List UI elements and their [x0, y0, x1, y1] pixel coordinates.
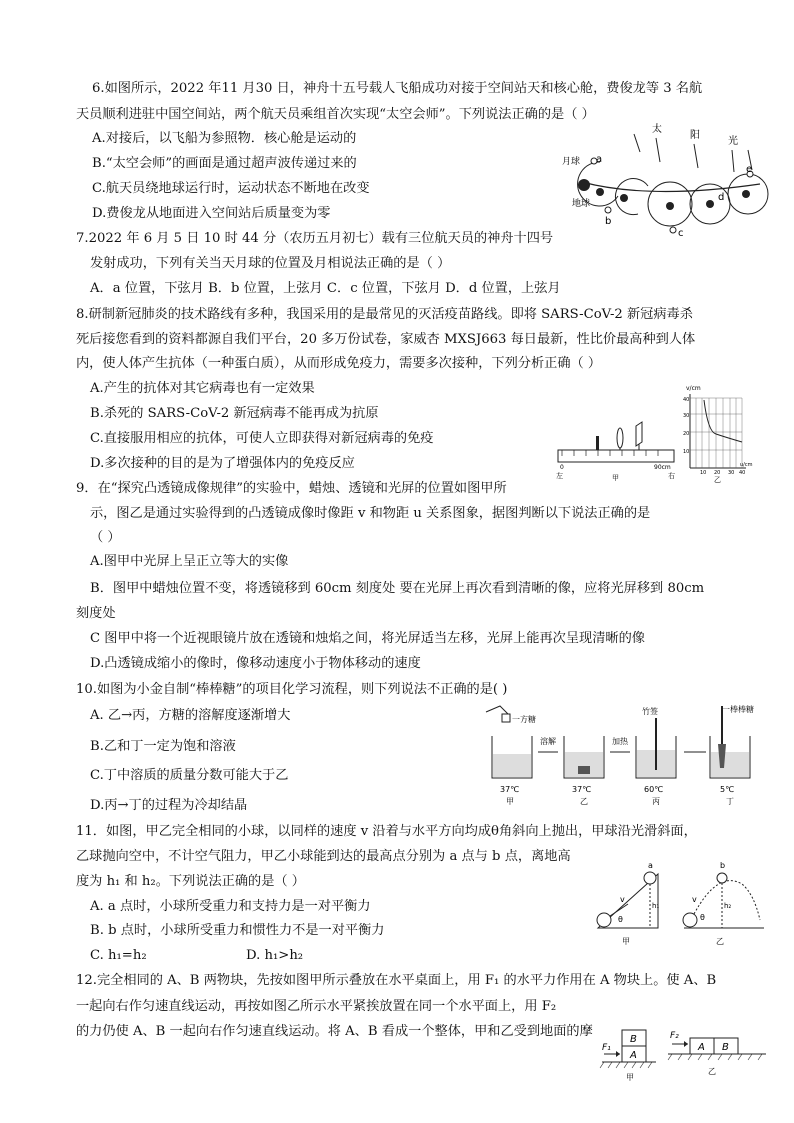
optical-bench-figure [556, 412, 680, 484]
q11-stem-line1: 11．如图，甲乙完全相同的小球，以同样的速度 v 沿着与水平方向均成θ角斜向上抛出，甲球沿光滑斜面， [76, 824, 697, 839]
q8-option-b: B.杀死的 SARS-CoV-2 新冠病毒不能再成为抗原 [90, 406, 379, 421]
f2-label: F₂ [670, 1031, 679, 1041]
screen-icon [636, 422, 642, 446]
q10-stem: 10.如图为小金自制“棒棒糖”的项目化学习流程，则下列说法不正确的是( ) [76, 682, 508, 697]
figure-jia-label2: 甲 [622, 937, 630, 946]
figure-jia-stacked [600, 1030, 656, 1082]
q8-option-a: A.产生的抗体对其它病毒也有一定效果 [90, 381, 315, 396]
ball-incline-figure [592, 860, 772, 950]
name-jia: 甲 [506, 797, 514, 806]
point-a-label: a [648, 861, 653, 870]
q11-option-b: B. b 点时，小球所受重力和惯性力不是一对平衡力 [90, 923, 385, 938]
point-b: b [605, 216, 612, 227]
temp-jia: 37℃ [500, 785, 520, 794]
block-a-yi: A [698, 1042, 705, 1053]
candle-icon [596, 436, 599, 450]
temp-yi: 37℃ [572, 785, 592, 794]
left-label: 左 [556, 472, 563, 480]
v-label-yi: v [692, 895, 697, 904]
q8-option-c: C.直接服用相应的抗体，可使人立即获得对新冠病毒的免疫 [90, 431, 434, 446]
q11-option-a: A. a 点时，小球所受重力和支持力是一对平衡力 [90, 899, 371, 914]
ruler-start: 0 [560, 464, 564, 471]
ruler-end: 90cm [654, 464, 671, 471]
q7-stem-line1: 7.2022 年 6 月 5 日 10 时 44 分（农历五月初七）载有三位航天员的神舟十四号 [76, 231, 554, 246]
lens-icon [617, 428, 623, 448]
q10-option-c: C.丁中溶质的质量分数可能大于乙 [90, 768, 289, 783]
earth-icon [578, 179, 590, 191]
point-c: c [678, 228, 684, 239]
point-b-label: b [720, 861, 726, 870]
q7-stem-line2: 发射成功，下列有关当天月球的位置及月相说法正确的是（ ） [90, 256, 451, 271]
q9-option-a: A.图甲中光屏上呈正立等大的实像 [90, 554, 289, 569]
q8-option-d: D.多次接种的目的是为了增强体内的免疫反应 [90, 456, 355, 471]
q11-stem-line2: 乙球抛向空中，不计空气阻力，甲乙小球能到达的最高点分别为 a 点与 b 点，离地高 [76, 849, 571, 864]
beaker-yi [564, 736, 604, 778]
name-ding: 丁 [726, 797, 734, 806]
y-tick-20: 20 [683, 431, 690, 437]
sugar-cube-icon [502, 714, 510, 722]
x-tick-40: 40 [739, 470, 746, 476]
v-label-jia: v [620, 895, 625, 904]
x-tick-10: 10 [700, 470, 707, 476]
v-axis-label: v/cm [686, 385, 701, 392]
q12-line3: 的力仍使 A、B 一起向右作匀速直线运动。将 A、B 看成一个整体，甲和乙受到地面的摩 [76, 1024, 593, 1039]
block-b-jia: B [630, 1034, 637, 1045]
q7-options: A．a 位置，下弦月 B．b 位置，上弦月 C．c 位置，下弦月 D．d 位置，上弦月 [90, 281, 561, 296]
theta-label-yi: θ [700, 913, 705, 922]
q12-line2: 一起向右作匀速直线运动，再按如图乙所示水平紧挨放置在同一个水平面上，用 F₂ [76, 999, 557, 1014]
stick-label: 竹签 [642, 707, 658, 716]
h2-label: h₂ [724, 902, 732, 910]
y-tick-10: 10 [683, 449, 690, 455]
q6-stem-line2: 天员顺利进驻中国空间站，两个航天员乘组首次实现“太空会师”。下列说法正确的是（ ） [76, 107, 595, 122]
step-heat: 加热 [612, 737, 628, 746]
q9-option-d: D.凸透镜成缩小的像时，像移动速度小于物体移动的速度 [90, 656, 421, 671]
q9-option-b-line1: B．图甲中蜡烛位置不变，将透镜移到 60cm 刻度处 要在光屏上再次看到清晰的像，应将光屏移到 80cm [90, 581, 705, 596]
block-push-figure [598, 1014, 768, 1086]
q11-stem-line3: 度为 h₁ 和 h₂。下列说法正确的是（ ） [76, 874, 305, 889]
figure-yi-label3: 乙 [708, 1067, 716, 1076]
q8-stem-line2: 死后接您看到的资料都源自我们平台，20 多万份试卷，家威杏 MXSJ663 每日最新，性比价最高种到人体 [76, 332, 696, 347]
sun-char-1: 太 [652, 124, 662, 135]
name-yi: 乙 [580, 797, 588, 806]
step-dissolve: 溶解 [540, 737, 556, 746]
figure-yi-side-by-side [668, 1031, 766, 1076]
y-tick-40: 40 [683, 397, 690, 403]
q6-option-b: B.“太空会师”的画面是通过超声波传递过来的 [92, 156, 357, 171]
figure-yi-label: 乙 [714, 476, 721, 484]
theta-label-jia: θ [618, 915, 623, 924]
point-d: d [718, 192, 725, 203]
q9-stem-line2: 示，图乙是通过实验得到的凸透镜成像时像距 v 和物距 u 关系图象，据图判断以下说法正确的是 [90, 506, 651, 521]
q8-stem-line1: 8.研制新冠肺炎的技术路线有多种，我国采用的是最常见的灭活疫苗路线。即将 SARS-CoV-2 新冠病毒杀 [76, 307, 693, 322]
x-tick-20: 20 [714, 470, 721, 476]
q9-option-b-line2: 刻度处 [76, 606, 116, 621]
q11-option-d: D. h₁>h₂ [246, 948, 304, 963]
cube-label: 一方糖 [512, 715, 536, 724]
q10-option-b: B.乙和丁一定为饱和溶液 [90, 739, 236, 754]
moon-phase-figure [560, 122, 770, 242]
q8-stem-line3: 内，使人体产生抗体（一种蛋白质），从而形成免疫力，需要多次接种，下列分析正确（ ） [76, 356, 602, 371]
figure-yi-label2: 乙 [716, 937, 724, 946]
earth-label: 地球 [572, 199, 591, 209]
f1-label: F₁ [602, 1043, 611, 1053]
x-tick-30: 30 [728, 470, 735, 476]
u-axis-label: u/cm [740, 462, 753, 468]
q6-option-a: A.对接后，以飞船为参照物．核心舱是运动的 [92, 131, 357, 146]
beaker-bing [636, 718, 676, 778]
q10-option-d: D.丙→丁的过程为冷却结晶 [90, 798, 248, 813]
q6-option-d: D.费俊龙从地面进入空间站后质量变为零 [92, 206, 331, 221]
v-u-graph-figure [682, 384, 752, 484]
candy-label: 一棒棒糖 [722, 705, 754, 714]
figure-jia-label: 甲 [612, 474, 619, 482]
figure-jia-incline [597, 861, 659, 946]
beaker-ding [710, 706, 750, 778]
q10-option-a: A. 乙→丙，方糖的溶解度逐渐增大 [90, 708, 291, 723]
q6-stem-line1: 6.如图所示，2022 年11 月30 日，神舟十五号载人飞船成功对接于空间站天和核心舱，费俊龙等 3 名航 [92, 81, 703, 96]
moon-label: 月球 [562, 157, 581, 167]
name-bing: 丙 [652, 797, 660, 806]
sun-char-2: 阳 [690, 130, 700, 141]
candy-process-figure [480, 700, 770, 810]
sun-char-3: 光 [728, 136, 738, 147]
figure-jia-label3: 甲 [626, 1073, 634, 1082]
block-a-jia: A [630, 1050, 637, 1061]
beaker-jia [492, 736, 532, 778]
q9-stem-line3: （ ） [90, 530, 121, 545]
figure-yi-projectile [683, 861, 764, 946]
q6-option-c: C.航天员绕地球运行时，运动状态不断地在改变 [92, 181, 370, 196]
y-tick-30: 30 [683, 413, 690, 419]
temp-bing: 60℃ [644, 785, 664, 794]
right-label: 右 [668, 472, 675, 480]
block-b-yi: B [722, 1042, 729, 1053]
q9-option-c: C 图甲中将一个近视眼镜片放在透镜和烛焰之间，将光屏适当左移，光屏上能再次呈现清晰的像 [90, 631, 645, 646]
q12-line1: 12.完全相同的 A、B 两物块，先按如图甲所示叠放在水平桌面上，用 F₁ 的水平力作用在 A 物块上。使 A、B [76, 973, 717, 988]
point-e: e [746, 164, 753, 175]
temp-ding: 5℃ [720, 785, 735, 794]
q11-option-c: C. h₁=h₂ [90, 948, 147, 963]
q9-stem-line1: 9．在“探究凸透镜成像规律”的实验中，蜡烛、透镜和光屏的位置如图甲所 [76, 481, 507, 496]
point-a: a [596, 154, 603, 165]
h1-label: h₁ [652, 902, 660, 910]
